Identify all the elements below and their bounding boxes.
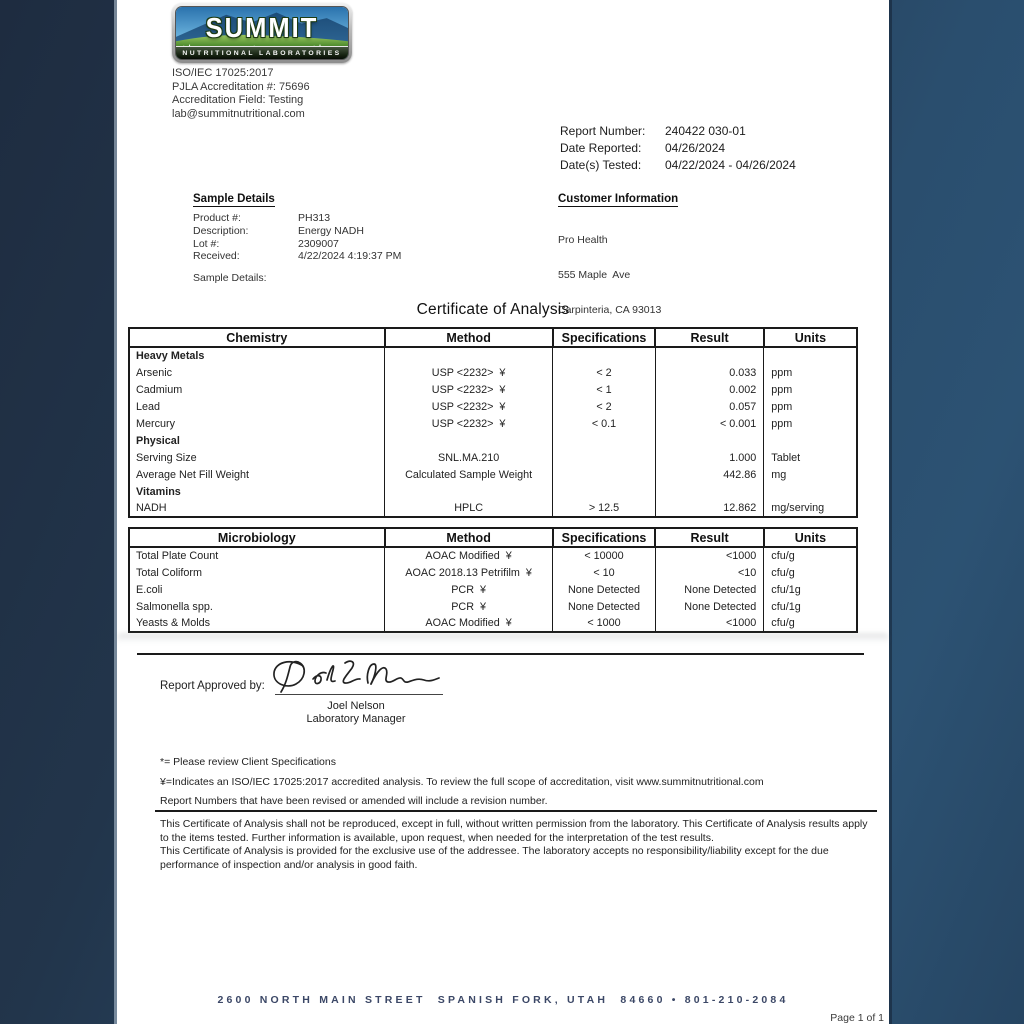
microbiology-table — [128, 527, 858, 633]
section-label: Physical — [129, 432, 385, 449]
method: USP <2232> ¥ — [385, 381, 553, 398]
report-number-label: Report Number: — [560, 124, 646, 138]
result: 442.86 — [655, 466, 763, 483]
units: ppm — [764, 364, 857, 381]
analyte-name: Average Net Fill Weight — [129, 466, 385, 483]
method: USP <2232> ¥ — [385, 364, 553, 381]
table-row — [129, 547, 857, 564]
result: 0.033 — [655, 364, 763, 381]
sample-details-extra-label: Sample Details: — [193, 272, 267, 284]
date-reported-row — [560, 140, 796, 157]
units: cfu/1g — [764, 598, 857, 615]
description-row — [193, 225, 401, 238]
field-label: Product #: — [193, 212, 241, 224]
column-header: Chemistry — [129, 328, 385, 347]
table-row — [129, 581, 857, 598]
section-row — [129, 483, 857, 500]
field-label: Received: — [193, 250, 240, 263]
column-header: Microbiology — [129, 528, 385, 547]
report-number-row — [560, 123, 796, 140]
analyte-name: Cadmium — [129, 381, 385, 398]
logo-art-frame — [175, 6, 349, 60]
field-value: 2309007 — [298, 237, 339, 250]
analyte-name: Lead — [129, 398, 385, 415]
footnote-client-specs: *= Please review Client Specifications — [160, 756, 336, 768]
analyte-name: Yeasts & Molds — [129, 615, 385, 632]
units: Tablet — [764, 449, 857, 466]
table-row — [129, 449, 857, 466]
specification: < 0.1 — [553, 415, 656, 432]
sample-fields — [193, 212, 401, 263]
table-row — [129, 415, 857, 432]
footnote-accreditation: ¥=Indicates an ISO/IEC 17025:2017 accredited analysis. To review the full scope of accreditation, visit www.summitnutritional.com — [160, 775, 764, 788]
method: PCR ¥ — [385, 581, 553, 598]
result: <1000 — [655, 615, 763, 632]
result: None Detected — [655, 581, 763, 598]
table-row — [129, 381, 857, 398]
approver-title: Laboratory Manager — [306, 712, 406, 725]
units: cfu/g — [764, 564, 857, 581]
table-row — [129, 466, 857, 483]
approver-identity — [256, 700, 456, 725]
empty-cell — [385, 347, 553, 364]
summit-logo — [172, 3, 352, 63]
method: AOAC Modified ¥ — [385, 615, 553, 632]
signature-line — [275, 694, 443, 695]
disclaimer-block — [160, 818, 879, 872]
customer-city: Carpinteria, CA 93013 — [558, 303, 662, 316]
column-header: Specifications — [553, 328, 656, 347]
result: <10 — [655, 564, 763, 581]
column-header: Units — [764, 328, 857, 347]
empty-cell — [553, 483, 656, 500]
specification: < 1000 — [553, 615, 656, 632]
result: < 0.001 — [655, 415, 763, 432]
report-info-block — [560, 123, 796, 174]
section-row — [129, 432, 857, 449]
field-value: 4/22/2024 4:19:37 PM — [298, 250, 402, 263]
column-header: Result — [655, 328, 763, 347]
empty-cell — [385, 432, 553, 449]
customer-information-title: Customer Information — [558, 193, 679, 205]
disclaimer-paragraph: This Certificate of Analysis shall not be reproduced, except in full, without written permission from the laboratory. This Certificate of Analysis results apply to the items tested. Further information is available, upon request, when needed for the interpretation of the test results. — [160, 818, 868, 844]
method: SNL.MA.210 — [385, 449, 553, 466]
section-row — [129, 347, 857, 364]
table-row — [129, 598, 857, 615]
footnote-revision: Report Numbers that have been revised or amended will include a revision number. — [160, 795, 548, 807]
lab-email: lab@summitnutritional.com — [172, 107, 305, 120]
method: HPLC — [385, 500, 553, 517]
divider-line — [155, 810, 877, 812]
table-row — [129, 398, 857, 415]
scan-shadow-artifact — [117, 633, 889, 644]
units: mg — [764, 466, 857, 483]
empty-cell — [553, 432, 656, 449]
empty-cell — [655, 483, 763, 500]
empty-cell — [764, 347, 857, 364]
footnotes-block — [160, 756, 764, 815]
specification: < 2 — [553, 398, 656, 415]
empty-cell — [764, 483, 857, 500]
report-number-value: 240422 030-01 — [665, 124, 746, 138]
accreditation-line: Accreditation Field: Testing — [172, 94, 304, 107]
accreditation-line: ISO/IEC 17025:2017 — [172, 67, 274, 79]
dates-tested-row — [560, 157, 796, 174]
specification — [553, 449, 656, 466]
analyte-name: NADH — [129, 500, 385, 517]
method: USP <2232> ¥ — [385, 398, 553, 415]
lab-address-footer: 2600 NORTH MAIN STREET SPANISH FORK, UTAH 84660 • 801-210-2084 — [217, 994, 789, 1006]
page-number: Page 1 of 1 — [830, 1012, 884, 1024]
customer-name: Pro Health — [558, 234, 608, 247]
table-row — [129, 364, 857, 381]
table-row — [129, 615, 857, 632]
units: ppm — [764, 381, 857, 398]
sample-details-title: Sample Details — [193, 193, 275, 205]
signature-image — [269, 656, 449, 698]
table-row — [129, 564, 857, 581]
specification: < 10000 — [553, 547, 656, 564]
specification: < 1 — [553, 381, 656, 398]
dates-tested-label: Date(s) Tested: — [560, 158, 642, 172]
specification: < 2 — [553, 364, 656, 381]
field-value: Energy NADH — [298, 224, 364, 237]
field-value: PH313 — [298, 212, 331, 224]
field-label: Description: — [193, 224, 249, 237]
dates-tested-value: 04/22/2024 - 04/26/2024 — [665, 158, 796, 172]
field-label: Lot #: — [193, 237, 220, 250]
method: Calculated Sample Weight — [385, 466, 553, 483]
analyte-name: Salmonella spp. — [129, 598, 385, 615]
chemistry-header-row — [129, 328, 857, 347]
result: 0.057 — [655, 398, 763, 415]
empty-cell — [385, 483, 553, 500]
specification: None Detected — [553, 581, 656, 598]
sample-details-section — [193, 189, 401, 263]
customer-address — [558, 212, 678, 340]
analyte-name: Total Plate Count — [129, 547, 385, 564]
units: ppm — [764, 398, 857, 415]
analyte-name: Mercury — [129, 415, 385, 432]
specification: < 10 — [553, 564, 656, 581]
units: cfu/1g — [764, 581, 857, 598]
analyte-name: Total Coliform — [129, 564, 385, 581]
analyte-name: E.coli — [129, 581, 385, 598]
analyte-name: Serving Size — [129, 449, 385, 466]
empty-cell — [764, 432, 857, 449]
product-number-row — [193, 212, 401, 225]
section-label: Heavy Metals — [129, 347, 385, 364]
units: cfu/g — [764, 547, 857, 564]
column-header: Units — [764, 528, 857, 547]
certificate-title: Certificate of Analysis — [416, 301, 570, 318]
column-header: Method — [385, 328, 553, 347]
result: <1000 — [655, 547, 763, 564]
units: mg/serving — [764, 500, 857, 517]
microbiology-header-row — [129, 528, 857, 547]
disclaimer-paragraph: This Certificate of Analysis is provided for the exclusive use of the addressee. The laboratory accepts no responsibility/liability except for the due performance of inspection and/or analysis in good faith. — [160, 845, 829, 871]
chemistry-table — [128, 327, 858, 518]
column-header: Specifications — [553, 528, 656, 547]
approver-name: Joel Nelson — [327, 700, 385, 712]
column-header: Method — [385, 528, 553, 547]
logo-subtitle-band — [176, 46, 348, 59]
date-reported-label: Date Reported: — [560, 141, 642, 155]
method: USP <2232> ¥ — [385, 415, 553, 432]
logo-subtitle: NUTRITIONAL LABORATORIES — [182, 49, 342, 57]
specification: None Detected — [553, 598, 656, 615]
result: 0.002 — [655, 381, 763, 398]
units: cfu/g — [764, 615, 857, 632]
date-reported-value: 04/26/2024 — [665, 141, 726, 155]
lot-number-row — [193, 238, 401, 251]
method: AOAC 2018.13 Petrifilm ¥ — [385, 564, 553, 581]
customer-street: 555 Maple Ave — [558, 268, 631, 281]
analyte-name: Arsenic — [129, 364, 385, 381]
accreditation-line: PJLA Accreditation #: 75696 — [172, 80, 310, 93]
method: PCR ¥ — [385, 598, 553, 615]
specification — [553, 466, 656, 483]
result: 12.862 — [655, 500, 763, 517]
result: 1.000 — [655, 449, 763, 466]
specification: > 12.5 — [553, 500, 656, 517]
logo-wordmark: SUMMIT — [205, 12, 319, 44]
accreditation-block — [172, 67, 310, 121]
empty-cell — [655, 432, 763, 449]
document-page — [117, 0, 889, 1024]
column-header: Result — [655, 528, 763, 547]
report-approved-by-label: Report Approved by: — [160, 680, 265, 692]
table-row — [129, 500, 857, 517]
divider-line — [137, 653, 864, 655]
method: AOAC Modified ¥ — [385, 547, 553, 564]
units: ppm — [764, 415, 857, 432]
empty-cell — [553, 347, 656, 364]
empty-cell — [655, 347, 763, 364]
result: None Detected — [655, 598, 763, 615]
received-row — [193, 250, 401, 263]
section-label: Vitamins — [129, 483, 385, 500]
